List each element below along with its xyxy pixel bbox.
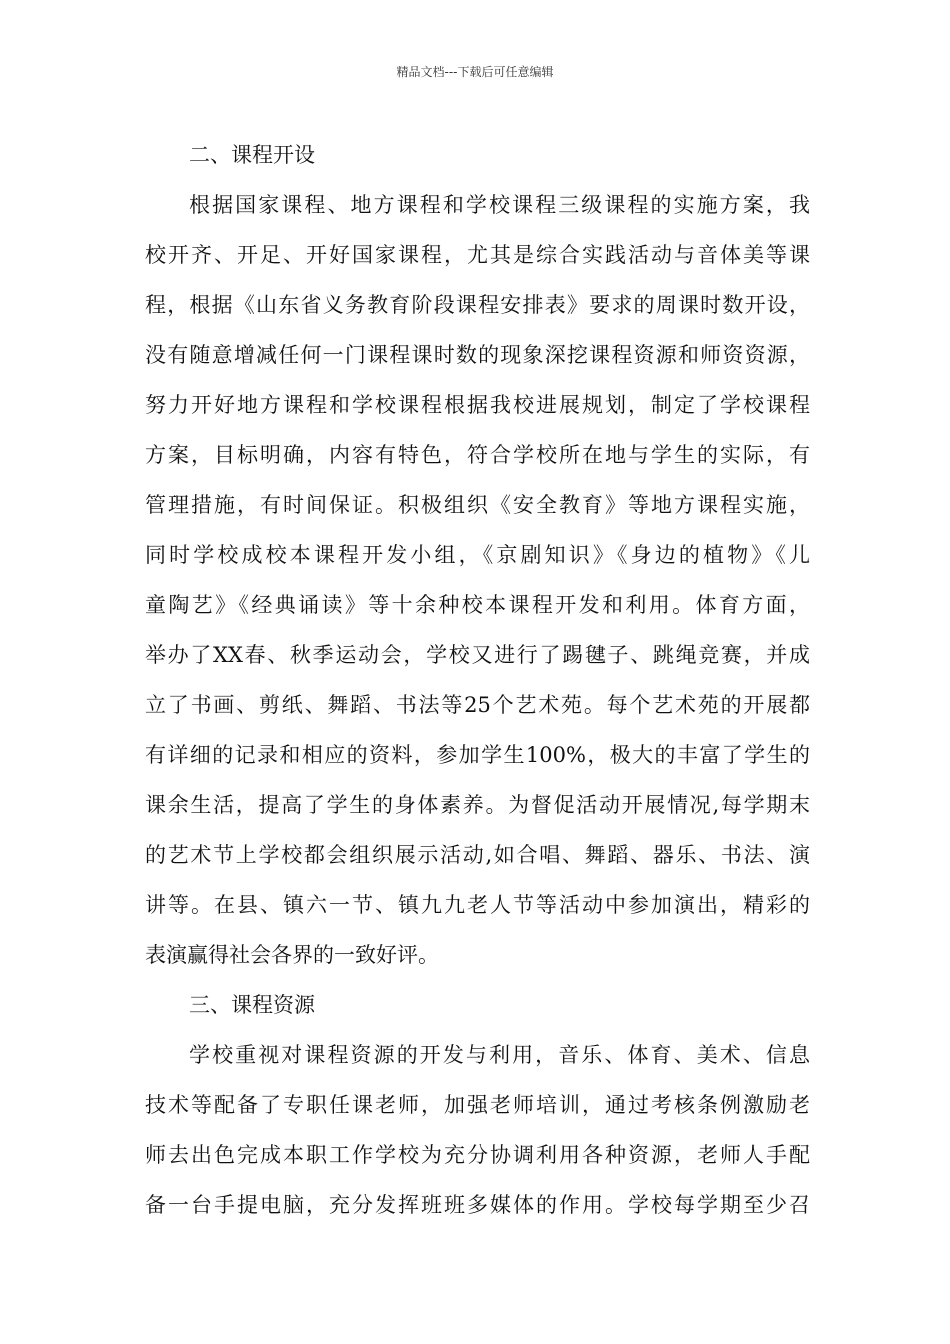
paragraph-line: 举办了XX春、秋季运动会，学校又进行了踢毽子、跳绳竞赛，并成 [145, 643, 810, 667]
section-heading-course-resources: 三、课程资源 [189, 993, 315, 1017]
paragraph-line: 学校重视对课程资源的开发与利用，音乐、体育、美术、信息 [189, 1043, 810, 1067]
paragraph-line: 有详细的记录和相应的资料，参加学生100%，极大的丰富了学生的 [145, 743, 810, 767]
section-heading-course-setup: 二、课程开设 [189, 143, 315, 167]
paragraph-line: 同时学校成校本课程开发小组，《京剧知识》《身边的植物》《儿 [145, 543, 810, 567]
paragraph-line: 备一台手提电脑，充分发挥班班多媒体的作用。学校每学期至少召 [145, 1193, 810, 1217]
paragraph-line: 方案，目标明确，内容有特色，符合学校所在地与学生的实际，有 [145, 443, 810, 467]
paragraph-line: 童陶艺》《经典诵读》等十余种校本课程开发和利用。体育方面， [145, 593, 810, 617]
paragraph-line: 根据国家课程、地方课程和学校课程三级课程的实施方案，我 [189, 193, 810, 217]
paragraph-line: 讲等。在县、镇六一节、镇九九老人节等活动中参加演出，精彩的 [145, 893, 810, 917]
paragraph-line: 师去出色完成本职工作学校为充分协调利用各种资源，老师人手配 [145, 1143, 810, 1167]
paragraph-line: 程，根据《山东省义务教育阶段课程安排表》要求的周课时数开设， [145, 293, 810, 317]
paragraph-line: 没有随意增减任何一门课程课时数的现象深挖课程资源和师资资源， [145, 343, 810, 367]
paragraph-line: 立了书画、剪纸、舞蹈、书法等25个艺术苑。每个艺术苑的开展都 [145, 693, 810, 717]
paragraph-line: 的艺术节上学校都会组织展示活动,如合唱、舞蹈、器乐、书法、演 [145, 843, 810, 867]
paragraph-line: 努力开好地方课程和学校课程根据我校进展规划，制定了学校课程 [145, 393, 810, 417]
paragraph-line: 技术等配备了专职任课老师，加强老师培训，通过考核条例激励老 [145, 1093, 810, 1117]
paragraph-line: 课余生活，提高了学生的身体素养。为督促活动开展情况,每学期末 [145, 793, 810, 817]
paragraph-line: 管理措施，有时间保证。积极组织《安全教育》等地方课程实施， [145, 493, 810, 517]
document-body [145, 130, 810, 1230]
paragraph-line: 表演赢得社会各界的一致好评。 [145, 943, 439, 967]
page-header: 精品文档---下载后可任意编辑 [396, 65, 554, 79]
paragraph-line: 校开齐、开足、开好国家课程，尤其是综合实践活动与音体美等课 [145, 243, 810, 267]
